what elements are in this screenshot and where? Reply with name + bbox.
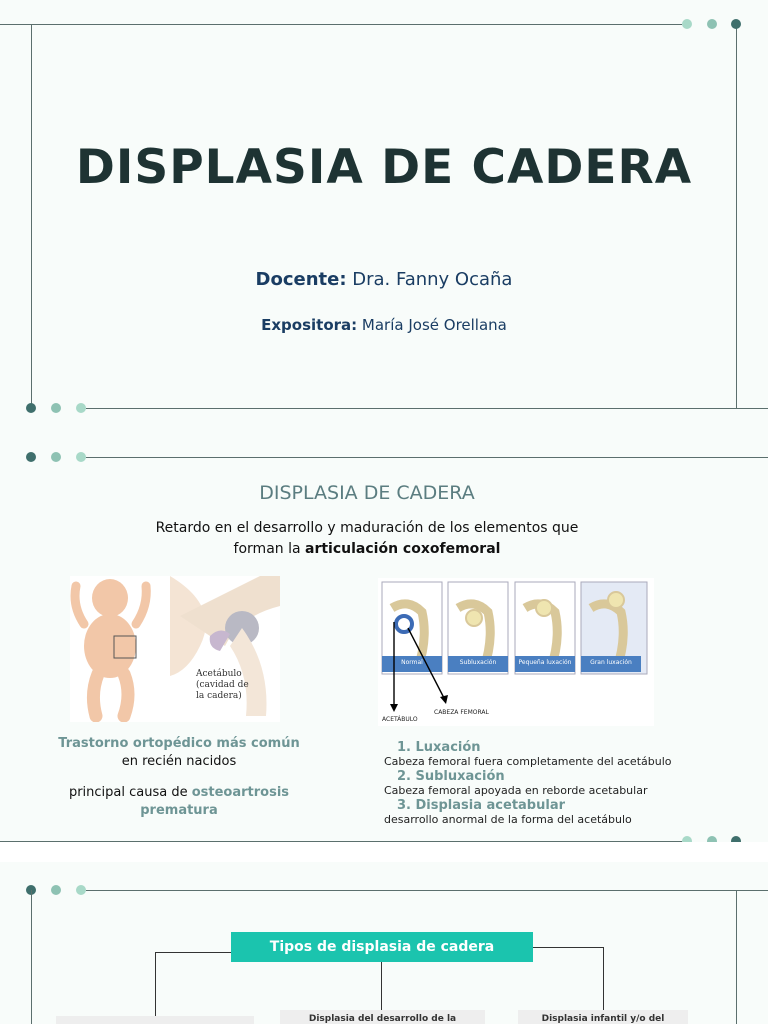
left-border-line (31, 24, 32, 408)
stage-label-large-luxation: Gran luxación (590, 659, 632, 666)
right-border-line (736, 24, 737, 408)
right-border-line (736, 890, 737, 1024)
decor-dot (26, 403, 36, 413)
svg-text:Acetábulo (cavidad de: Acetábulo (cavidad de la cadera) (196, 669, 249, 701)
definition-bold: articulación coxofemoral (305, 541, 501, 557)
connector-line (155, 952, 231, 953)
connector-line (533, 947, 604, 948)
left-line3-prefix: principal causa de (68, 785, 192, 800)
list-item-title: 2. Subluxación (397, 769, 505, 784)
decor-dot (76, 452, 86, 462)
decor-dot (682, 836, 692, 842)
expositora-line (0, 316, 768, 334)
type-box-middle: Displasia del desarrollo de la (280, 1010, 485, 1024)
expositora-label: Expositora: (261, 316, 358, 334)
list-item-title: 1. Luxación (397, 740, 481, 755)
list-item-desc: Cabeza femoral apoyada en reborde acetabular (384, 784, 648, 797)
left-border-line (31, 890, 32, 1024)
definition-line1: Retardo en el desarrollo y maduración de los elementos que (155, 520, 579, 536)
arrow-label-acetabulum: ACETÁBULO (382, 716, 418, 723)
hip-anatomy-illustration (70, 576, 280, 722)
docente-label: Docente: (255, 269, 347, 290)
connector-line (155, 952, 156, 1016)
list-item-desc: desarrollo anormal de la forma del acetábulo (384, 813, 632, 826)
type-box-right: Displasia infantil y/o del (518, 1010, 688, 1024)
connector-line (603, 947, 604, 1011)
decor-dot (51, 403, 61, 413)
stage-label-small-luxation: Pequeña luxación (518, 659, 572, 666)
decor-dot (51, 885, 61, 895)
stage-label-subluxation: Subluxación (459, 659, 497, 666)
slide-title (0, 0, 768, 432)
arrow-label-femoral-head: CABEZA FEMORAL (434, 709, 489, 716)
section-title: DISPLASIA DE CADERA (259, 482, 475, 504)
dysplasia-stages-diagram (378, 578, 654, 726)
decor-dot (682, 19, 692, 29)
definition-prefix: forman la (233, 541, 306, 557)
top-border-line (86, 457, 768, 458)
decor-dot (707, 836, 717, 842)
bottom-border-line (86, 408, 768, 409)
stages-svg (378, 578, 654, 726)
types-chart-title: Tipos de displasia de cadera (231, 932, 533, 962)
bottom-border-line (0, 841, 682, 842)
top-border-line (0, 24, 682, 25)
slide-definition (0, 432, 768, 842)
decor-dot (76, 403, 86, 413)
decor-dot (731, 19, 741, 29)
left-line2: en recién nacidos (121, 754, 237, 769)
decor-dot (707, 19, 717, 29)
type-box-left (56, 1016, 254, 1024)
decor-dot (26, 452, 36, 462)
connector-line (381, 962, 382, 1010)
page-title: DISPLASIA DE CADERA (75, 140, 693, 195)
list-item-desc: Cabeza femoral fuera completamente del acetábulo (384, 755, 672, 768)
docente-name: Dra. Fanny Ocaña (352, 269, 513, 290)
left-line3 (50, 784, 308, 820)
list-item-title: 3. Displasia acetabular (397, 798, 566, 813)
left-line3-highlight: osteoartrosis prematura (140, 785, 290, 818)
definition-text (140, 518, 594, 560)
definition-line2 (140, 539, 594, 560)
decor-dot (51, 452, 61, 462)
decor-dot (731, 836, 741, 842)
slide-types (0, 862, 768, 1024)
decor-dot (76, 885, 86, 895)
stage-label-normal: Normal (401, 659, 423, 666)
baby-hip-drawing (70, 576, 280, 722)
docente-line (0, 269, 768, 290)
dysplasia-types-list (384, 740, 704, 827)
expositora-name: María José Orellana (361, 316, 507, 334)
top-border-line (86, 890, 768, 891)
left-highlight: Trastorno ortopédico más común (58, 736, 300, 751)
